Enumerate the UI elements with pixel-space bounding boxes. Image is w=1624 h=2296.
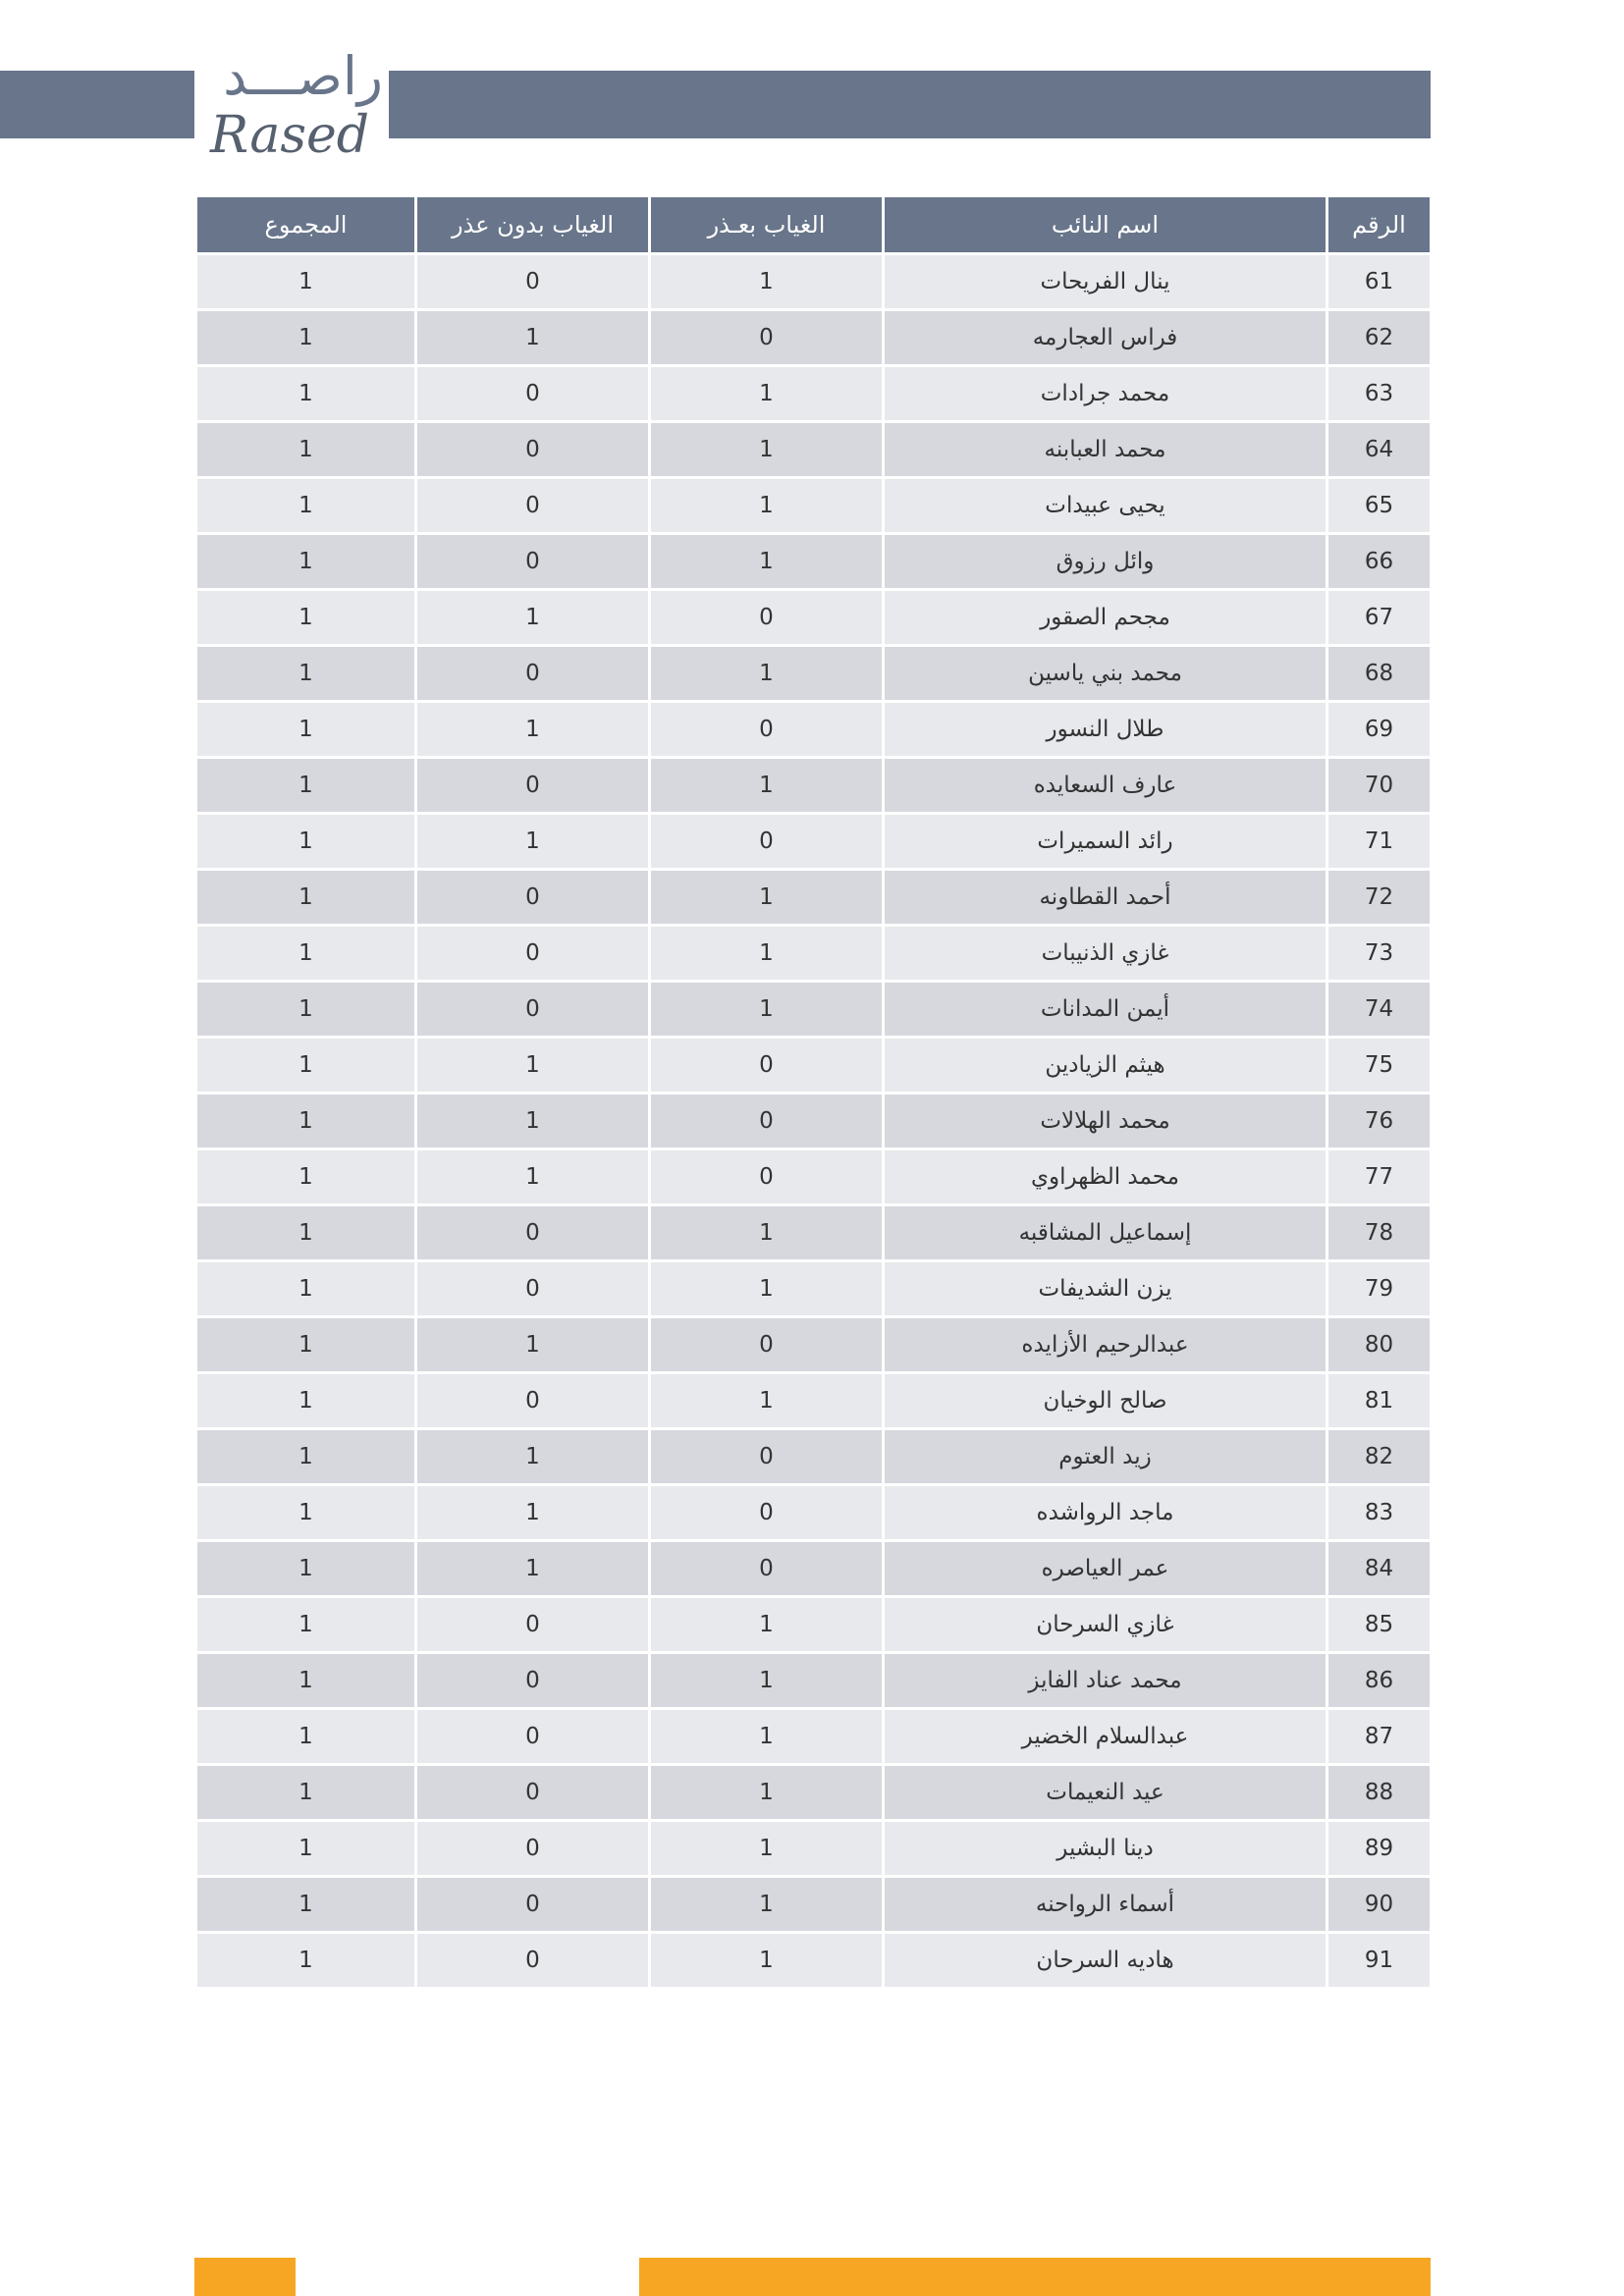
cell-number: 85 xyxy=(1327,1597,1432,1653)
cell-name: يزن الشديفات xyxy=(884,1261,1327,1317)
table-row xyxy=(196,254,1432,310)
cell-unexcused: 0 xyxy=(416,366,650,422)
cell-name: فراس العجارمه xyxy=(884,310,1327,366)
cell-excused: 1 xyxy=(650,254,884,310)
table-row xyxy=(196,982,1432,1038)
table-row xyxy=(196,590,1432,646)
cell-number: 65 xyxy=(1327,478,1432,534)
table-row xyxy=(196,702,1432,758)
cell-name: أحمد القطاونه xyxy=(884,870,1327,926)
cell-name: هيثم الزيادين xyxy=(884,1038,1327,1094)
cell-number: 62 xyxy=(1327,310,1432,366)
cell-name: زيد العتوم xyxy=(884,1429,1327,1485)
table-row xyxy=(196,422,1432,478)
cell-excused: 1 xyxy=(650,1653,884,1709)
cell-excused: 1 xyxy=(650,422,884,478)
cell-unexcused: 1 xyxy=(416,310,650,366)
header-band-right xyxy=(389,71,1431,138)
cell-number: 84 xyxy=(1327,1541,1432,1597)
cell-total: 1 xyxy=(196,814,416,870)
cell-number: 91 xyxy=(1327,1933,1432,1989)
table-row xyxy=(196,1485,1432,1541)
cell-excused: 1 xyxy=(650,1933,884,1989)
cell-unexcused: 0 xyxy=(416,534,650,590)
cell-excused: 1 xyxy=(650,1821,884,1877)
cell-total: 1 xyxy=(196,926,416,982)
cell-excused: 0 xyxy=(650,1149,884,1205)
cell-excused: 1 xyxy=(650,1373,884,1429)
cell-excused: 1 xyxy=(650,870,884,926)
cell-unexcused: 0 xyxy=(416,1205,650,1261)
table-row xyxy=(196,534,1432,590)
header-band-left xyxy=(0,71,194,138)
cell-unexcused: 0 xyxy=(416,646,650,702)
cell-excused: 1 xyxy=(650,1597,884,1653)
cell-unexcused: 0 xyxy=(416,1597,650,1653)
cell-total: 1 xyxy=(196,646,416,702)
cell-total: 1 xyxy=(196,982,416,1038)
cell-excused: 1 xyxy=(650,1205,884,1261)
cell-number: 73 xyxy=(1327,926,1432,982)
cell-excused: 1 xyxy=(650,1261,884,1317)
table-row xyxy=(196,1261,1432,1317)
cell-unexcused: 0 xyxy=(416,1653,650,1709)
cell-name: رائد السميرات xyxy=(884,814,1327,870)
table-row xyxy=(196,1149,1432,1205)
cell-name: ماجد الرواشده xyxy=(884,1485,1327,1541)
cell-excused: 1 xyxy=(650,758,884,814)
cell-name: عمر العياصره xyxy=(884,1541,1327,1597)
cell-excused: 1 xyxy=(650,1709,884,1765)
cell-number: 68 xyxy=(1327,646,1432,702)
cell-excused: 1 xyxy=(650,1765,884,1821)
cell-excused: 1 xyxy=(650,646,884,702)
cell-name: عبدالسلام الخضير xyxy=(884,1709,1327,1765)
cell-number: 69 xyxy=(1327,702,1432,758)
cell-name: مجحم الصقور xyxy=(884,590,1327,646)
table-row xyxy=(196,478,1432,534)
cell-number: 63 xyxy=(1327,366,1432,422)
cell-unexcused: 0 xyxy=(416,1261,650,1317)
cell-excused: 1 xyxy=(650,926,884,982)
table-row xyxy=(196,1038,1432,1094)
cell-total: 1 xyxy=(196,1038,416,1094)
logo-arabic-text: راصـــد xyxy=(223,45,383,107)
table-row xyxy=(196,870,1432,926)
cell-number: 82 xyxy=(1327,1429,1432,1485)
cell-number: 77 xyxy=(1327,1149,1432,1205)
cell-total: 1 xyxy=(196,758,416,814)
cell-number: 71 xyxy=(1327,814,1432,870)
cell-excused: 0 xyxy=(650,1429,884,1485)
cell-number: 83 xyxy=(1327,1485,1432,1541)
cell-total: 1 xyxy=(196,1765,416,1821)
cell-unexcused: 0 xyxy=(416,1877,650,1933)
cell-total: 1 xyxy=(196,1261,416,1317)
cell-total: 1 xyxy=(196,1933,416,1989)
cell-name: عارف السعايده xyxy=(884,758,1327,814)
cell-total: 1 xyxy=(196,1373,416,1429)
table-row xyxy=(196,926,1432,982)
cell-unexcused: 1 xyxy=(416,1149,650,1205)
cell-unexcused: 0 xyxy=(416,758,650,814)
absence-table-container xyxy=(194,194,1430,1990)
cell-number: 72 xyxy=(1327,870,1432,926)
cell-total: 1 xyxy=(196,1709,416,1765)
cell-unexcused: 1 xyxy=(416,1317,650,1373)
cell-number: 75 xyxy=(1327,1038,1432,1094)
cell-name: أسماء الرواحنه xyxy=(884,1877,1327,1933)
cell-excused: 0 xyxy=(650,590,884,646)
cell-number: 89 xyxy=(1327,1821,1432,1877)
cell-excused: 0 xyxy=(650,702,884,758)
cell-excused: 0 xyxy=(650,1485,884,1541)
cell-total: 1 xyxy=(196,422,416,478)
cell-total: 1 xyxy=(196,1429,416,1485)
cell-number: 64 xyxy=(1327,422,1432,478)
table-row xyxy=(196,1765,1432,1821)
cell-name: عبدالرحيم الأزايده xyxy=(884,1317,1327,1373)
cell-total: 1 xyxy=(196,1541,416,1597)
cell-total: 1 xyxy=(196,870,416,926)
table-row xyxy=(196,310,1432,366)
header-name: اسم النائب xyxy=(884,196,1327,254)
cell-total: 1 xyxy=(196,1149,416,1205)
cell-number: 70 xyxy=(1327,758,1432,814)
cell-number: 76 xyxy=(1327,1094,1432,1149)
cell-number: 88 xyxy=(1327,1765,1432,1821)
cell-unexcused: 0 xyxy=(416,1709,650,1765)
cell-number: 74 xyxy=(1327,982,1432,1038)
cell-unexcused: 0 xyxy=(416,1373,650,1429)
cell-name: أيمن المدانات xyxy=(884,982,1327,1038)
header-number: الرقم xyxy=(1327,196,1432,254)
table-row xyxy=(196,1821,1432,1877)
cell-unexcused: 0 xyxy=(416,982,650,1038)
table-row xyxy=(196,366,1432,422)
table-row xyxy=(196,1541,1432,1597)
cell-unexcused: 0 xyxy=(416,1821,650,1877)
cell-total: 1 xyxy=(196,1205,416,1261)
absence-table xyxy=(194,194,1433,1990)
footer-band-left xyxy=(194,2258,296,2296)
cell-name: عيد النعيمات xyxy=(884,1765,1327,1821)
cell-name: غازي الذنيبات xyxy=(884,926,1327,982)
table-row xyxy=(196,1653,1432,1709)
cell-name: محمد العبابنه xyxy=(884,422,1327,478)
cell-number: 78 xyxy=(1327,1205,1432,1261)
table-row xyxy=(196,1429,1432,1485)
cell-excused: 0 xyxy=(650,310,884,366)
cell-name: محمد عناد الفايز xyxy=(884,1653,1327,1709)
cell-name: يحيى عبيدات xyxy=(884,478,1327,534)
cell-unexcused: 1 xyxy=(416,1541,650,1597)
cell-excused: 1 xyxy=(650,534,884,590)
cell-unexcused: 0 xyxy=(416,1765,650,1821)
cell-unexcused: 0 xyxy=(416,870,650,926)
cell-total: 1 xyxy=(196,254,416,310)
cell-number: 61 xyxy=(1327,254,1432,310)
cell-total: 1 xyxy=(196,534,416,590)
cell-unexcused: 1 xyxy=(416,1038,650,1094)
table-header-row xyxy=(196,196,1432,254)
cell-unexcused: 1 xyxy=(416,1485,650,1541)
table-row xyxy=(196,1709,1432,1765)
cell-name: إسماعيل المشاقبه xyxy=(884,1205,1327,1261)
cell-number: 66 xyxy=(1327,534,1432,590)
table-row xyxy=(196,758,1432,814)
header-total: المجموع xyxy=(196,196,416,254)
cell-number: 81 xyxy=(1327,1373,1432,1429)
header-excused-absence: الغياب بعـذر xyxy=(650,196,884,254)
table-row xyxy=(196,1597,1432,1653)
cell-total: 1 xyxy=(196,590,416,646)
cell-total: 1 xyxy=(196,366,416,422)
cell-name: محمد جرادات xyxy=(884,366,1327,422)
cell-unexcused: 0 xyxy=(416,1933,650,1989)
table-row xyxy=(196,1877,1432,1933)
cell-unexcused: 0 xyxy=(416,478,650,534)
cell-number: 87 xyxy=(1327,1709,1432,1765)
table-row xyxy=(196,1373,1432,1429)
logo-latin-text: Rased xyxy=(210,106,370,165)
cell-excused: 1 xyxy=(650,982,884,1038)
cell-number: 86 xyxy=(1327,1653,1432,1709)
cell-total: 1 xyxy=(196,1597,416,1653)
cell-name: صالح الوخيان xyxy=(884,1373,1327,1429)
header-unexcused-absence: الغياب بدون عذر xyxy=(416,196,650,254)
cell-unexcused: 1 xyxy=(416,1429,650,1485)
cell-unexcused: 1 xyxy=(416,814,650,870)
cell-number: 79 xyxy=(1327,1261,1432,1317)
cell-unexcused: 0 xyxy=(416,926,650,982)
footer-band-right xyxy=(639,2258,1431,2296)
cell-total: 1 xyxy=(196,1317,416,1373)
table-row xyxy=(196,814,1432,870)
cell-name: ينال الفريحات xyxy=(884,254,1327,310)
cell-total: 1 xyxy=(196,1653,416,1709)
cell-name: محمد بني ياسين xyxy=(884,646,1327,702)
table-row xyxy=(196,646,1432,702)
cell-excused: 0 xyxy=(650,1038,884,1094)
cell-excused: 0 xyxy=(650,1094,884,1149)
cell-total: 1 xyxy=(196,702,416,758)
cell-number: 90 xyxy=(1327,1877,1432,1933)
cell-excused: 1 xyxy=(650,1877,884,1933)
table-row xyxy=(196,1317,1432,1373)
cell-name: محمد الظهراوي xyxy=(884,1149,1327,1205)
cell-name: دينا البشير xyxy=(884,1821,1327,1877)
cell-excused: 0 xyxy=(650,1541,884,1597)
cell-unexcused: 1 xyxy=(416,590,650,646)
cell-total: 1 xyxy=(196,1877,416,1933)
cell-name: هاديه السرحان xyxy=(884,1933,1327,1989)
cell-unexcused: 0 xyxy=(416,254,650,310)
cell-name: غازي السرحان xyxy=(884,1597,1327,1653)
cell-unexcused: 1 xyxy=(416,702,650,758)
table-row xyxy=(196,1933,1432,1989)
cell-total: 1 xyxy=(196,1821,416,1877)
cell-total: 1 xyxy=(196,310,416,366)
table-row xyxy=(196,1094,1432,1149)
cell-name: طلال النسور xyxy=(884,702,1327,758)
cell-excused: 0 xyxy=(650,1317,884,1373)
cell-name: وائل رزوق xyxy=(884,534,1327,590)
table-row xyxy=(196,1205,1432,1261)
cell-total: 1 xyxy=(196,1485,416,1541)
table-body xyxy=(196,254,1432,1989)
cell-excused: 0 xyxy=(650,814,884,870)
cell-total: 1 xyxy=(196,478,416,534)
cell-number: 67 xyxy=(1327,590,1432,646)
cell-unexcused: 0 xyxy=(416,422,650,478)
rased-logo xyxy=(206,47,383,165)
cell-name: محمد الهلالات xyxy=(884,1094,1327,1149)
cell-excused: 1 xyxy=(650,478,884,534)
cell-excused: 1 xyxy=(650,366,884,422)
cell-unexcused: 1 xyxy=(416,1094,650,1149)
cell-total: 1 xyxy=(196,1094,416,1149)
cell-number: 80 xyxy=(1327,1317,1432,1373)
